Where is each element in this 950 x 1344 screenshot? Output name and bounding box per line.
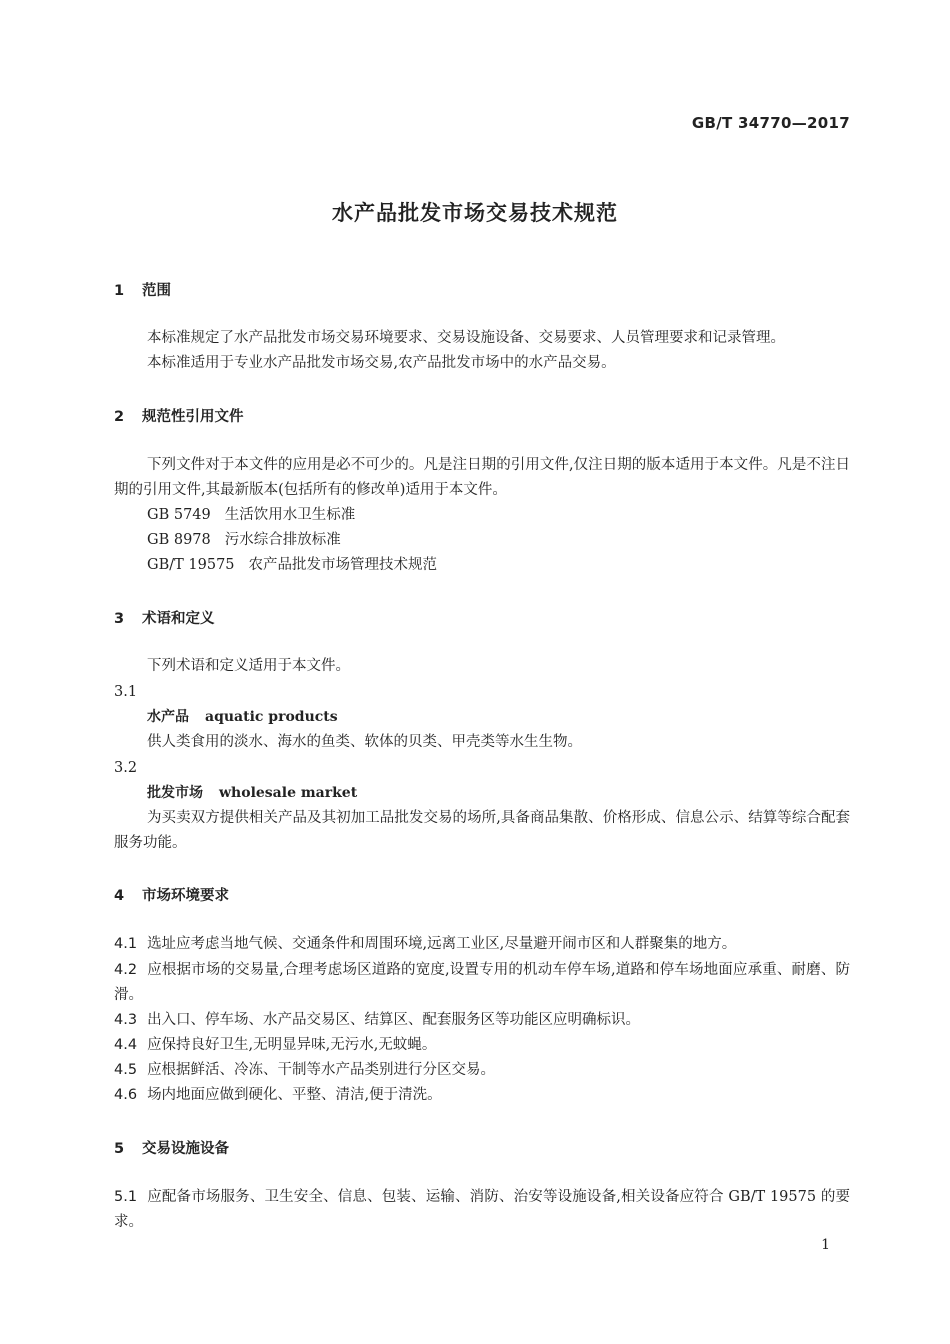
document-title: 水产品批发市场交易技术规范 [332,201,618,225]
term-number: 3.1 [114,684,138,700]
term-heading: 批发市场 wholesale market [147,785,358,801]
reference-item: GB 8978 污水综合排放标准 [147,532,341,548]
term-heading: 水产品 aquatic products [147,709,338,725]
section-heading-5: 5 交易设施设备 [114,1141,229,1157]
section-heading-4: 4 市场环境要求 [114,888,229,904]
clause-item: 4.2 应根据市场的交易量,合理考虑场区道路的宽度,设置专用的机动车停车场,道路和停车场地面应承重、耐磨、防滑。 [114,962,850,1003]
clause-item: 4.4 应保持良好卫生,无明显异味,无污水,无蚊蝇。 [114,1037,437,1053]
clause-item: 4.1 选址应考虑当地气候、交通条件和周围环境,远离工业区,尽量避开闹市区和人群聚集的地方。 [114,936,737,952]
reference-item: GB 5749 生活饮用水卫生标准 [147,507,356,523]
clause-item: 4.3 出入口、停车场、水产品交易区、结算区、配套服务区等功能区应明确标识。 [114,1012,641,1028]
term-definition: 供人类食用的淡水、海水的鱼类、软体的贝类、甲壳类等水生生物。 [147,734,582,750]
section-3-intro: 下列术语和定义适用于本文件。 [147,658,350,674]
section-2-intro: 下列文件对于本文件的应用是必不可少的。凡是注日期的引用文件,仅注日期的版本适用于本文件。凡是不注日期的引用文件,其最新版本(包括所有的修改单)适用于本文件。 [114,457,850,498]
section-heading-1: 1 范围 [114,283,171,299]
section-heading-3: 3 术语和定义 [114,611,215,627]
standard-number: GB/T 34770—2017 [691,114,850,132]
section-1-paragraph-1: 本标准规定了水产品批发市场交易环境要求、交易设施设备、交易要求、人员管理要求和记录管理。 [147,330,785,346]
clause-item: 4.5 应根据鲜活、冷冻、干制等水产品类别进行分区交易。 [114,1062,496,1078]
page-number: 1 [821,1237,830,1253]
clause-item: 5.1 应配备市场服务、卫生安全、信息、包装、运输、消防、治安等设施设备,相关设备应符合 GB/T 19575 的要求。 [114,1189,850,1230]
term-definition: 为买卖双方提供相关产品及其初加工品批发交易的场所,具备商品集散、价格形成、信息公示、结算等综合配套服务功能。 [114,810,850,851]
reference-item: GB/T 19575 农产品批发市场管理技术规范 [147,557,438,573]
section-heading-2: 2 规范性引用文件 [114,409,244,425]
section-1-paragraph-2: 本标准适用于专业水产品批发市场交易,农产品批发市场中的水产品交易。 [147,355,616,371]
clause-item: 4.6 场内地面应做到硬化、平整、清洁,便于清洗。 [114,1087,442,1103]
term-number: 3.2 [114,760,138,776]
